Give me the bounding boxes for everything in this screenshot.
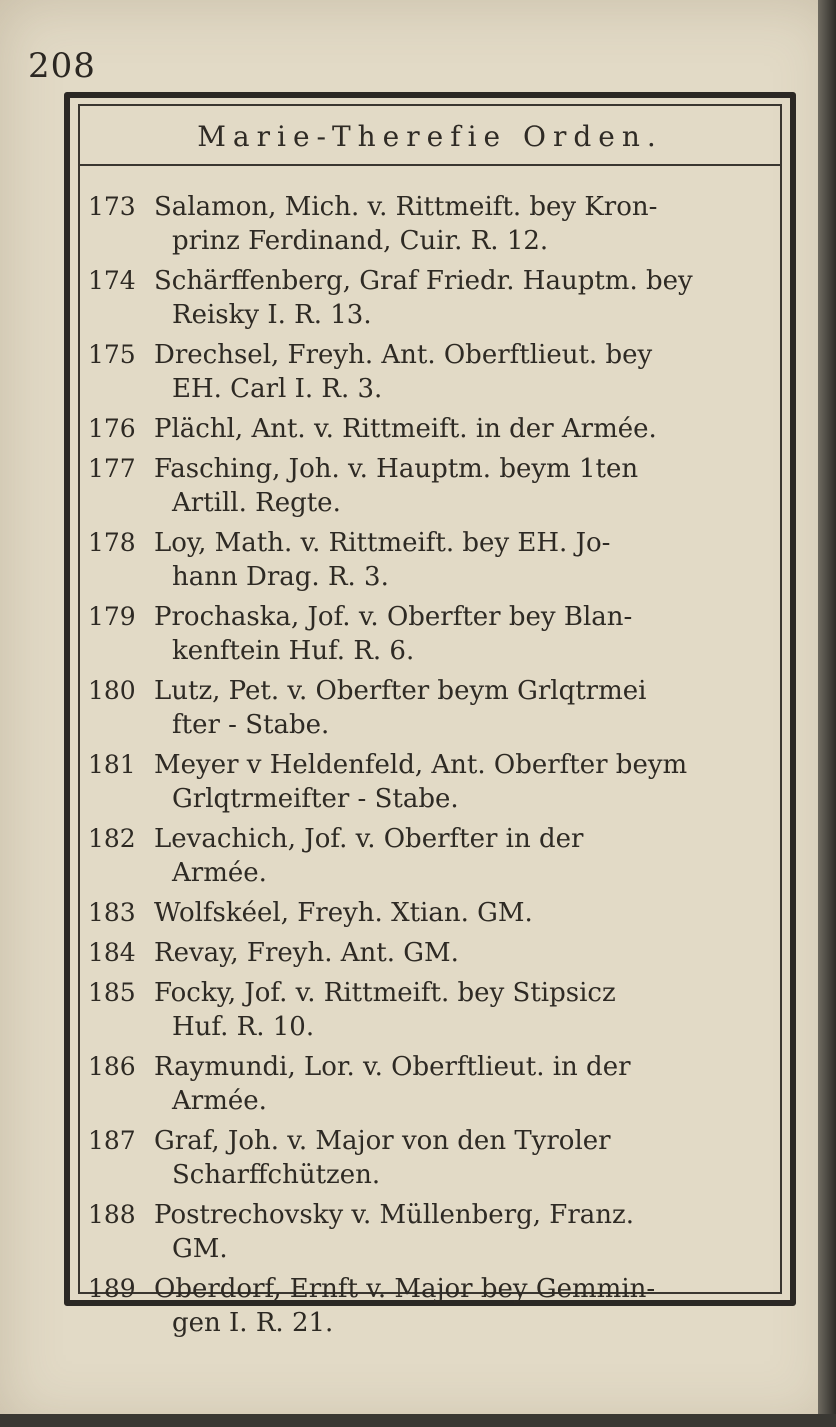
list-item bbox=[82, 1124, 778, 1192]
entry-text bbox=[154, 822, 778, 890]
entry-line: Levachich, Jof. v. Oberfter in der bbox=[154, 824, 584, 854]
entry-number: 181 bbox=[88, 750, 136, 779]
entry-line: Loy, Math. v. Rittmeift. bey EH. Jo- bbox=[154, 528, 611, 558]
entry-number: 175 bbox=[88, 340, 136, 369]
page-title: Marie-Therefie Orden. bbox=[197, 120, 663, 153]
entry-text bbox=[154, 264, 778, 332]
list-item bbox=[82, 674, 778, 742]
entry-text bbox=[154, 1198, 778, 1266]
page-number: 208 bbox=[28, 46, 96, 86]
entry-text bbox=[154, 1050, 778, 1118]
list-item bbox=[82, 526, 778, 594]
entry-number: 177 bbox=[88, 454, 136, 483]
list-item bbox=[82, 1198, 778, 1266]
entry-line: Revay, Freyh. Ant. GM. bbox=[154, 938, 459, 968]
entry-text bbox=[154, 936, 778, 970]
entry-number: 174 bbox=[88, 266, 136, 295]
entry-text bbox=[154, 976, 778, 1044]
list-item bbox=[82, 190, 778, 258]
entry-line: Salamon, Mich. v. Rittmeift. bey Kron- bbox=[154, 192, 658, 222]
list-item bbox=[82, 822, 778, 890]
entry-line: Reisky I. R. 13. bbox=[172, 300, 372, 330]
list-item bbox=[82, 338, 778, 406]
list-item bbox=[82, 264, 778, 332]
entry-number: 184 bbox=[88, 938, 136, 967]
entry-line: Fasching, Joh. v. Hauptm. beym 1ten bbox=[154, 454, 639, 484]
entry-number: 176 bbox=[88, 414, 136, 443]
entry-number: 189 bbox=[88, 1274, 136, 1303]
entry-text bbox=[154, 1124, 778, 1192]
entry-number: 185 bbox=[88, 978, 136, 1007]
entry-text bbox=[154, 896, 778, 930]
entry-line: Postrechovsky v. Müllenberg, Franz. bbox=[154, 1200, 634, 1230]
entry-line: Armée. bbox=[172, 858, 267, 888]
entry-line: Artill. Regte. bbox=[172, 488, 341, 518]
list-item bbox=[82, 936, 778, 970]
entry-line: hann Drag. R. 3. bbox=[172, 562, 389, 592]
entry-text bbox=[154, 452, 778, 520]
header-divider bbox=[78, 164, 782, 166]
entry-line: Plächl, Ant. v. Rittmeift. in der Armée. bbox=[154, 414, 657, 444]
entry-line: Huf. R. 10. bbox=[172, 1012, 315, 1042]
entry-number: 179 bbox=[88, 602, 136, 631]
entry-text bbox=[154, 674, 778, 742]
entry-line: Lutz, Pet. v. Oberfter beym Grlqtrmei bbox=[154, 676, 647, 706]
list-item bbox=[82, 1272, 778, 1340]
entry-line: Armée. bbox=[172, 1086, 267, 1116]
page-edge-bottom bbox=[0, 1414, 836, 1427]
entry-text bbox=[154, 412, 778, 446]
entry-line: fter - Stabe. bbox=[172, 710, 330, 740]
entry-line: Oberdorf, Ernft v. Major bey Gemmin- bbox=[154, 1274, 656, 1304]
entry-text bbox=[154, 190, 778, 258]
list-item bbox=[82, 412, 778, 446]
entry-text bbox=[154, 338, 778, 406]
list-item bbox=[82, 600, 778, 668]
list-item bbox=[82, 896, 778, 930]
entry-line: gen I. R. 21. bbox=[172, 1308, 334, 1338]
entry-number: 186 bbox=[88, 1052, 136, 1081]
entry-line: kenftein Huf. R. 6. bbox=[172, 636, 415, 666]
entry-number: 173 bbox=[88, 192, 136, 221]
entry-line: Drechsel, Freyh. Ant. Oberftlieut. bey bbox=[154, 340, 653, 370]
entry-text bbox=[154, 526, 778, 594]
entry-line: GM. bbox=[172, 1234, 228, 1264]
list-item bbox=[82, 452, 778, 520]
list-item bbox=[82, 976, 778, 1044]
entry-number: 182 bbox=[88, 824, 136, 853]
entry-number: 188 bbox=[88, 1200, 136, 1229]
page-edge-right bbox=[818, 0, 836, 1427]
entry-list bbox=[82, 190, 778, 1346]
entry-line: Wolfskéel, Freyh. Xtian. GM. bbox=[154, 898, 533, 928]
list-item bbox=[82, 1050, 778, 1118]
entry-line: EH. Carl I. R. 3. bbox=[172, 374, 383, 404]
entry-text bbox=[154, 748, 778, 816]
entry-line: Graf, Joh. v. Major von den Tyroler bbox=[154, 1126, 611, 1156]
entry-line: Focky, Jof. v. Rittmeift. bey Stipsicz bbox=[154, 978, 616, 1008]
entry-line: Schärffenberg, Graf Friedr. Hauptm. bey bbox=[154, 266, 693, 296]
entry-number: 187 bbox=[88, 1126, 136, 1155]
entry-number: 180 bbox=[88, 676, 136, 705]
entry-text bbox=[154, 1272, 778, 1340]
entry-line: Scharffchützen. bbox=[172, 1160, 381, 1190]
entry-number: 178 bbox=[88, 528, 136, 557]
entry-line: Raymundi, Lor. v. Oberftlieut. in der bbox=[154, 1052, 631, 1082]
entry-line: Meyer v Heldenfeld, Ant. Oberfter beym bbox=[154, 750, 688, 780]
entry-line: Prochaska, Jof. v. Oberfter bey Blan- bbox=[154, 602, 633, 632]
list-item bbox=[82, 748, 778, 816]
entry-text bbox=[154, 600, 778, 668]
entry-line: prinz Ferdinand, Cuir. R. 12. bbox=[172, 226, 549, 256]
entry-number: 183 bbox=[88, 898, 136, 927]
entry-line: Grlqtrmeifter - Stabe. bbox=[172, 784, 459, 814]
